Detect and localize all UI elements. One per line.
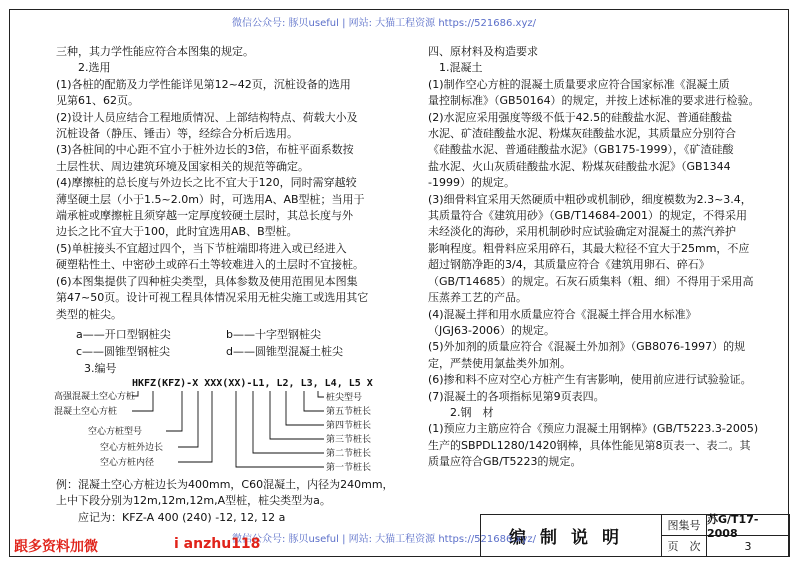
right-text-line: 2.钢 材	[428, 405, 494, 419]
left-text-line: (5)单桩接头不宜超过四个，当下节桩端即将进入或已经进入	[56, 241, 347, 255]
code-label-right: 第四节桩长	[326, 421, 372, 431]
right-text-line: 水泥、矿渣硅酸盐水泥、粉煤灰硅酸盐水泥，其质量应分别符合	[428, 127, 736, 141]
atlas-number: 苏G/T17-2008	[707, 515, 789, 536]
right-text-line: 其质量符合《建筑用砂》（GB/T14684-2001）的规定，不得采用	[428, 209, 747, 223]
right-text-line: （JGJ63-2006）的规定。	[428, 323, 555, 337]
right-text-line: 四、原材料及构造要求	[428, 45, 538, 58]
code-label-right: 第三节桩长	[326, 435, 372, 445]
right-text-line: 1.混凝土	[428, 61, 483, 75]
example-line-3: 应记为：KFZ-A 400 (240) -12, 12, 12 a	[56, 510, 286, 524]
code-label-right: 第一节桩长	[326, 463, 372, 473]
left-text-line: 2.选用	[56, 61, 111, 75]
code-label-left: 空心方桩内径	[100, 458, 155, 468]
overlay-red-left: 跟多资料加微	[14, 539, 98, 555]
left-text-line: 沉桩设备（静压、锤击）等，经综合分析后选用。	[56, 127, 298, 141]
right-text-line: 未经淡化的海砂，采用机制砂时应试验确定对混凝土的蒸汽养护	[428, 225, 736, 239]
code-label-left: 空心方桩外边长	[100, 443, 164, 453]
page-label: 页 次	[662, 536, 707, 556]
left-text-line: 类型的桩尖。	[56, 307, 122, 321]
right-text-line: (1)制作空心方桩的混凝土质量要求应符合国家标准《混凝土质	[428, 77, 730, 91]
page-number: 3	[744, 539, 752, 553]
code-string: HKFZ(KFZ)-X XXX(XX)-L1, L2, L3, L4, L5 X	[132, 378, 373, 389]
code-label-right: 第五节桩长	[326, 407, 372, 417]
right-text-line: (2)水泥应采用强度等级不低于42.5的硅酸盐水泥、普通硅酸盐	[428, 110, 733, 124]
code-label-right: 第二节桩长	[326, 449, 372, 459]
code-label-right: 桩尖型号	[326, 393, 363, 403]
left-text-line: 薄坚硬土层（小于1.5~2.0m）时，可选用A、AB型桩；当用于	[56, 192, 365, 206]
right-text-line: （GB/T14685）的规定。石灰石质集料（粗、细）不得用于采用高	[428, 274, 754, 288]
example-line-1: 例：混凝土空心方桩边长为400mm，C60混凝土，内径为240mm，	[56, 478, 394, 491]
left-text-line: 见第61、62页。	[56, 94, 139, 108]
left-text-line: (2)设计人员应结合工程地质情况、上部结构特点、荷载大小及	[56, 110, 358, 124]
legend-c: c——圆锥型钢桩尖	[76, 345, 171, 358]
right-text-line: 影响程度。粗骨料应采用碎石，其最大粒径不宜大于25mm，不应	[428, 241, 750, 255]
right-text-line: (7)混凝土的各项指标见第9页表四。	[428, 389, 605, 403]
right-text-line: 量控制标准》（GB50164）的规定，并按上述标准的要求进行检验。	[428, 94, 760, 108]
atlas-label: 图集号	[662, 515, 707, 536]
watermark-bottom: 微信公众号: 豚贝useful | 网站: 大猫工程资源 https://521686.xyz/	[232, 534, 536, 545]
right-column	[428, 44, 760, 471]
legend-a: a——开口型钢桩尖	[76, 328, 171, 341]
right-text-line: 质量应符合GB/T5223的规定。	[428, 455, 582, 469]
right-text-line: 盐水泥、火山灰质硅酸盐水泥、粉煤灰硅酸盐水泥》（GB1344	[428, 159, 731, 173]
right-text-line: (1)预应力主筋应符合《预应力混凝土用钢棒》(GB/T5223.3-2005)	[428, 422, 759, 436]
doc-title: 编制说明	[481, 515, 662, 556]
watermark-top: 微信公众号: 豚贝useful | 网站: 大猫工程资源 https://521686.xyz/	[232, 18, 536, 29]
right-text-line: (5)外加剂的质量应符合《混凝土外加剂》（GB8076-1997）的规	[428, 340, 746, 354]
code-label-left: 高强混凝土空心方桩	[54, 392, 136, 402]
right-text-line: (6)掺和料不应对空心方桩产生有害影响，使用前应进行试验验证。	[428, 373, 752, 387]
legend-b: b——十字型钢桩尖	[226, 328, 321, 341]
right-text-line: 《硅酸盐水泥、普通硅酸盐水泥》（GB175-1999），《矿渣硅酸	[428, 143, 734, 157]
legend-d: d——圆锥型混凝土桩尖	[226, 345, 343, 358]
overlay-red-right: i anzhu118	[174, 536, 261, 552]
example-block	[56, 477, 394, 526]
code-label-left: 空心方桩型号	[88, 427, 143, 437]
left-text-line: 第47~50页。设计可视工程具体情况采用无桩尖施工或选用其它	[56, 291, 369, 305]
left-text-line: (3)各桩间的中心距不宜小于桩外边长的3倍，布桩平面系数按	[56, 143, 354, 157]
code-heading: 3.编号	[84, 362, 117, 375]
right-text-line: 压蒸养工艺的产品。	[428, 291, 527, 305]
left-text-line: (4)摩擦桩的总长度与外边长之比不宜大于120，同时需穿越较	[56, 176, 357, 190]
example-line-2: 上中下段分别为12m,12m,12m,A型桩，桩尖类型为a。	[56, 494, 331, 508]
right-text-line: 生产的SBPDL1280/1420钢棒，具体性能见第8页表一、表二。其	[428, 438, 751, 452]
right-text-line: -1999）的规定。	[428, 176, 515, 190]
right-text-line: 定，严禁使用氯盐类外加剂。	[428, 356, 571, 370]
left-text-line: 边长之比不宜大于100，此时宜选用AB、B型桩。	[56, 225, 298, 239]
right-text-line: 超过钢筋净距的3/4，其质量应符合《建筑用卵石、碎石》	[428, 258, 710, 272]
left-text-line: 三种，其力学性能应符合本图集的规定。	[56, 45, 254, 58]
left-text-line: 端承桩或摩擦桩且须穿越一定厚度较硬土层时，其总长度与外	[56, 209, 353, 223]
code-label-left: 混凝土空心方桩	[54, 407, 118, 417]
left-text-line: (6)本图集提供了四种桩尖类型，具体参数及使用范围见本图集	[56, 274, 358, 288]
left-text-line: 硬塑粘性土、中密砂土或碎石土等较难进入的土层时不宜接桩。	[56, 258, 364, 272]
right-text-line: (4)混凝土拌和用水质量应符合《混凝土拌合用水标准》	[428, 307, 697, 321]
left-text-line: (1)各桩的配筋及力学性能详见第12~42页，沉桩设备的选用	[56, 77, 351, 91]
left-text-line: 土层性状、周边建筑环境及国家相关的规范等确定。	[56, 159, 309, 173]
right-text-line: (3)细骨料宜采用天然硬质中粗砂或机制砂，细度模数为2.3~3.4，	[428, 192, 752, 206]
